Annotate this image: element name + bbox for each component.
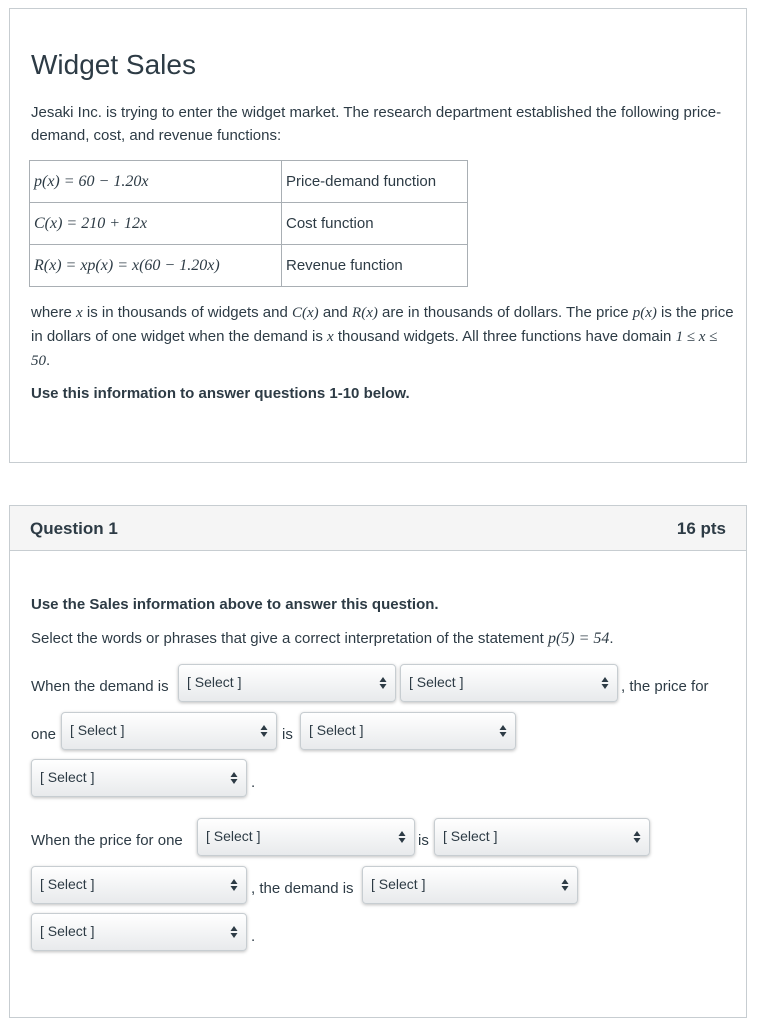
text-period: . xyxy=(251,928,256,945)
instruction-text: Use this information to answer questions 1-10 below. xyxy=(31,385,410,402)
text-span: where xyxy=(31,304,77,321)
select-item-2[interactable] xyxy=(197,818,415,856)
select-label: [ Select ] xyxy=(40,876,95,892)
question-points: 16 pts xyxy=(676,519,726,538)
select-arrows-icon xyxy=(379,675,387,691)
select-arrows-icon xyxy=(230,770,238,786)
text-span: . xyxy=(46,352,51,369)
text-one: one xyxy=(31,726,57,743)
text-span: are in thousands of dollars. The price xyxy=(377,304,633,321)
select-demand-1[interactable] xyxy=(178,664,396,702)
select-item-1[interactable] xyxy=(61,712,277,750)
select-label: [ Select ] xyxy=(309,722,364,738)
select-unit-2[interactable] xyxy=(31,913,247,951)
math-x: x xyxy=(76,305,83,321)
question-card xyxy=(9,505,747,1018)
question-lead: Use the Sales information above to answer this question. xyxy=(31,596,439,613)
text-when-demand-is: When the demand is xyxy=(31,678,169,695)
text-span: and xyxy=(318,304,353,321)
select-label: [ Select ] xyxy=(40,769,95,785)
math-domain: 1 ≤ x ≤ 50 xyxy=(31,329,718,369)
select-arrows-icon xyxy=(499,723,507,739)
select-price-1[interactable] xyxy=(300,712,516,750)
text-is: is xyxy=(282,726,293,743)
text-span: . xyxy=(609,630,614,647)
text-span: thousand widgets. All three functions have domain xyxy=(333,328,676,345)
select-label: [ Select ] xyxy=(40,923,95,939)
table-row xyxy=(30,161,468,203)
cost-label: Cost function xyxy=(282,203,468,245)
question-header xyxy=(10,506,746,551)
select-price-2[interactable] xyxy=(434,818,650,856)
text-is: is xyxy=(418,832,429,849)
select-label: [ Select ] xyxy=(371,876,426,892)
question-title: Question 1 xyxy=(30,519,118,538)
page-title: Widget Sales xyxy=(31,49,196,80)
text-the-price-for: , the price for xyxy=(621,678,709,695)
text-the-demand-is: , the demand is xyxy=(251,880,354,897)
select-unit-1[interactable] xyxy=(400,664,618,702)
functions-table xyxy=(29,160,468,287)
math-x: x xyxy=(327,329,334,345)
domain-description xyxy=(31,301,736,373)
math-cost: C(x) xyxy=(292,305,319,321)
select-arrows-icon xyxy=(398,829,406,845)
table-row xyxy=(30,203,468,245)
price-demand-formula: p(x) = 60 − 1.20x xyxy=(30,161,282,203)
intro-card xyxy=(9,8,747,463)
select-label: [ Select ] xyxy=(443,828,498,844)
select-label: [ Select ] xyxy=(409,674,464,690)
revenue-label: Revenue function xyxy=(282,245,468,287)
select-arrows-icon xyxy=(230,877,238,893)
price-demand-label: Price-demand function xyxy=(282,161,468,203)
text-period: . xyxy=(251,774,256,791)
revenue-formula: R(x) = xp(x) = x(60 − 1.20x) xyxy=(30,245,282,287)
text-span: is the price in dollars of one widget when the demand is xyxy=(31,304,734,345)
select-price-unit-2[interactable] xyxy=(31,866,247,904)
select-arrows-icon xyxy=(633,829,641,845)
question-prompt xyxy=(31,630,614,648)
math-price: p(x) xyxy=(632,305,657,321)
select-arrows-icon xyxy=(260,723,268,739)
select-label: [ Select ] xyxy=(206,828,261,844)
math-statement: p(5) = 54 xyxy=(547,630,610,647)
select-arrows-icon xyxy=(601,675,609,691)
intro-description: Jesaki Inc. is trying to enter the widget market. The research department established the following price-demand, cost, and revenue functions: xyxy=(31,104,722,144)
select-price-unit-1[interactable] xyxy=(31,759,247,797)
select-arrows-icon xyxy=(230,924,238,940)
select-label: [ Select ] xyxy=(187,674,242,690)
text-when-price-for-one: When the price for one xyxy=(31,832,183,849)
select-arrows-icon xyxy=(561,877,569,893)
table-row xyxy=(30,245,468,287)
select-label: [ Select ] xyxy=(70,722,125,738)
select-demand-2[interactable] xyxy=(362,866,578,904)
text-span: Select the words or phrases that give a correct interpretation of the statement xyxy=(31,630,548,647)
cost-formula: C(x) = 210 + 12x xyxy=(30,203,282,245)
math-revenue: R(x) xyxy=(352,305,378,321)
text-span: is in thousands of widgets and xyxy=(82,304,292,321)
